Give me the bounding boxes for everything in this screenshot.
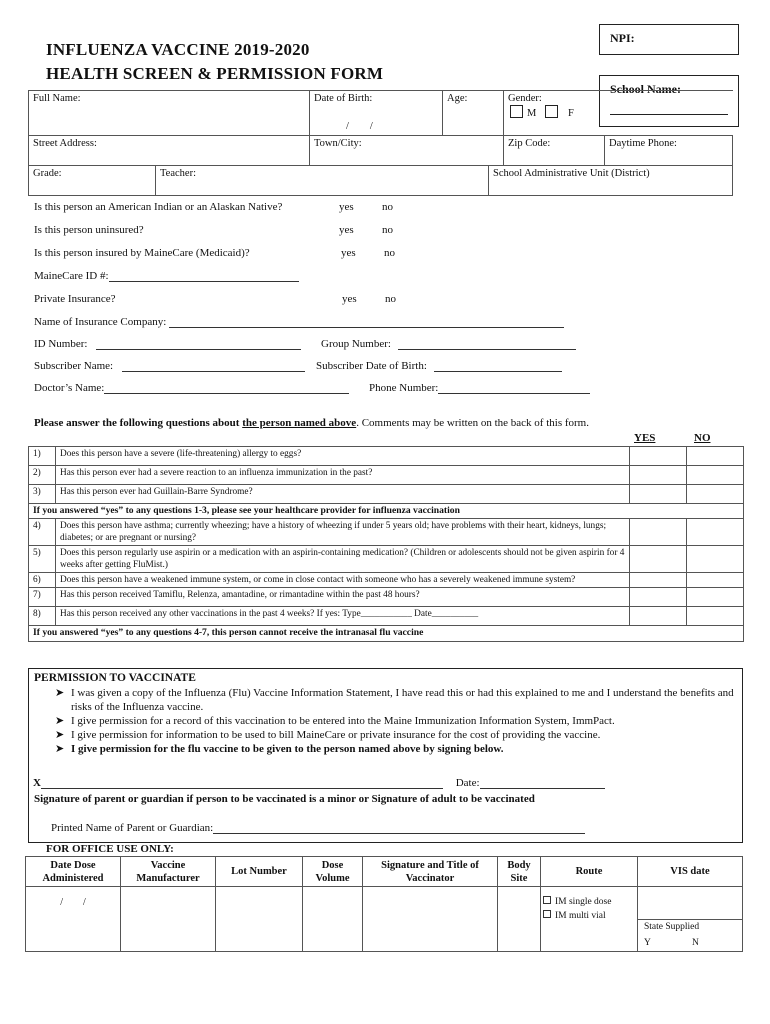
col-dose-volume: Dose Volume [303,857,363,887]
printed-name-label: Printed Name of Parent or Guardian: [51,822,214,834]
phone-label: Daytime Phone: [609,138,677,149]
question-row [29,546,744,573]
office-use-heading: FOR OFFICE USE ONLY: [46,843,174,855]
question-number: 4) [29,519,56,546]
question-text: Has this person ever had Guillain-Barre Syndrome? [56,485,630,504]
question-number: 2) [29,466,56,485]
arrow-bullet-icon: ➤ [55,715,65,727]
group-number-label: Group Number: [321,338,391,350]
col-body-site: Body Site [498,857,541,887]
mainecare-id-label: MaineCare ID #: [34,270,109,282]
note-questions-4-7: If you answered “yes” to any questions 4-7, this person cannot receive the intranasal flu vaccine [29,626,744,642]
gender-m-checkbox[interactable] [510,105,523,118]
american-indian-question: Is this person an American Indian or an Alaskan Native? [34,201,283,213]
answer-yes-cell[interactable] [630,573,687,588]
answer-yes-cell[interactable] [630,588,687,607]
intro-bold: Please answer the following questions about [34,417,240,429]
form-title-line1: INFLUENZA VACCINE 2019-2020 [46,40,310,59]
private-insurance-question: Private Insurance? [34,293,116,305]
question-row [29,485,744,504]
state-supplied-n[interactable]: N [692,938,699,948]
q2-yes[interactable]: yes [339,224,354,236]
note-questions-1-3: If you answered “yes” to any questions 1-3, please see your healthcare provider for influenza vaccination [29,504,744,519]
question-text: Does this person have a weakened immune system, or come in close contact with someone who has a severely weakened immune system? [56,573,630,588]
dob-slashes: / / [346,121,373,132]
bullet-3: I give permission for information to be used to bill MaineCare or private insurance for the cost of providing the vaccine. [71,729,601,741]
date-administered-cell[interactable] [26,887,121,952]
subscriber-dob-field[interactable] [434,360,562,372]
gender-m-label: M [527,108,537,119]
vis-date-blank[interactable] [638,887,742,919]
form-title-line2: HEALTH SCREEN & PERMISSION FORM [46,64,384,83]
bullet-1: I was given a copy of the Influenza (Flu) Vaccine Information Statement, I have read this or had this explained to me and I understand the benefits and risks of the Influenza vaccine. [71,687,734,713]
col-vis-date: VIS date [638,857,743,887]
q2-no[interactable]: no [382,224,393,236]
intro-rest: . Comments may be written on the back of this form. [356,417,589,429]
question-text: Does this person regularly use aspirin or a medication with an aspirin-containing medication? (Children or adolescents should not be given aspirin for 4 weeks after getting FluMist.) [56,546,630,573]
no-column-header: NO [694,432,711,444]
x-mark: X [33,777,41,789]
signature-date-field[interactable] [480,777,605,789]
manufacturer-cell[interactable] [121,887,216,952]
intro-underline: the person named above [242,417,357,429]
answer-no-cell[interactable] [687,447,744,466]
bullet-2: I give permission for a record of this vaccination to be entered into the Maine Immunization Information System, ImmPact. [71,715,615,727]
doctor-phone-field[interactable] [438,382,590,394]
dob-field[interactable] [310,91,443,136]
npi-label: NPI: [610,31,635,45]
col-lot-number: Lot Number [216,857,303,887]
id-number-label: ID Number: [34,338,88,350]
health-questions-table [28,446,744,642]
private-yes[interactable]: yes [342,293,357,305]
question-row [29,573,744,588]
teacher-label: Teacher: [160,168,196,179]
mainecare-question: Is this person insured by MaineCare (Medicaid)? [34,247,250,259]
route-single-label: IM single dose [555,897,612,907]
gender-f-label: F [567,108,574,119]
vis-date-cell[interactable] [638,887,743,952]
q3-no[interactable]: no [384,247,395,259]
yes-column-header: YES [634,432,656,444]
subscriber-name-field[interactable] [122,360,305,372]
street-label: Street Address: [33,138,97,149]
question-text: Does this person have a severe (life-threatening) allergy to eggs? [56,447,630,466]
dose-volume-cell[interactable] [303,887,363,952]
col-date-dose: Date Dose Administered [26,857,121,887]
insurance-company-field[interactable] [169,316,564,328]
permission-box [28,668,743,843]
answer-yes-cell[interactable] [630,546,687,573]
question-number: 8) [29,607,56,626]
question-number: 6) [29,573,56,588]
checkbox-icon [543,910,551,918]
sau-label: School Administrative Unit (District) [493,168,650,179]
question-number: 5) [29,546,56,573]
bullet-4-bold: I give permission for the flu vaccine to be given to the person named above by signing below. [71,743,504,755]
question-row [29,466,744,485]
gender-field [504,91,733,136]
checkbox-icon [543,896,551,904]
insurance-company-label: Name of Insurance Company: [34,316,167,328]
age-field[interactable] [443,91,504,136]
date-label: Date: [455,777,480,789]
info-grid [28,90,733,196]
col-route: Route [541,857,638,887]
grade-label: Grade: [33,168,62,179]
question-text: Has this person received any other vaccinations in the past 4 weeks? If yes: Type___________ Date__________ [56,607,630,626]
permission-heading: PERMISSION TO VACCINATE [34,672,196,684]
town-field[interactable] [310,136,504,166]
question-text: Has this person ever had a severe reaction to an influenza immunization in the past? [56,466,630,485]
phone-field[interactable] [605,136,733,166]
age-label: Age: [447,93,468,104]
full-name-field[interactable] [29,91,310,136]
question-number: 3) [29,485,56,504]
gender-f-checkbox[interactable] [545,105,558,118]
printed-name-field[interactable] [213,822,585,834]
route-multi-option[interactable] [543,909,635,923]
town-label: Town/City: [314,138,362,149]
teacher-field[interactable] [156,166,489,196]
zip-label: Zip Code: [508,138,551,149]
questions-intro [34,417,734,429]
signature-field[interactable] [41,777,443,789]
signature-caption: Signature of parent or guardian if person to be vaccinated is a minor or Signature of adult to be vaccinated [34,793,535,805]
subscriber-dob-label: Subscriber Date of Birth: [316,360,427,372]
answer-no-cell[interactable] [687,466,744,485]
question-row [29,519,744,546]
state-supplied-box [637,919,742,951]
signature-line-row [33,777,733,789]
arrow-bullet-icon: ➤ [55,729,65,741]
question-number: 1) [29,447,56,466]
subscriber-name-label: Subscriber Name: [34,360,114,372]
question-row [29,607,744,626]
q1-no[interactable]: no [382,201,393,213]
street-field[interactable] [29,136,310,166]
answer-no-cell[interactable] [687,485,744,504]
school-name-label: School Name: [610,82,681,96]
col-signature-title: Signature and Title of Vaccinator [363,857,498,887]
date-administered-slashes: / / [60,897,86,908]
answer-yes-cell[interactable] [630,607,687,626]
zip-field[interactable] [504,136,605,166]
arrow-bullet-icon: ➤ [55,743,65,755]
question-number: 7) [29,588,56,607]
printed-name-row [51,822,585,834]
question-row [29,447,744,466]
group-number-field[interactable] [398,338,576,350]
dob-label: Date of Birth: [314,93,373,104]
route-multi-label: IM multi vial [555,911,606,921]
arrow-bullet-icon: ➤ [55,687,65,699]
npi-box[interactable] [599,24,739,55]
question-row [29,588,744,607]
route-single-option[interactable] [543,895,635,909]
answer-yes-cell[interactable] [630,519,687,546]
doctor-name-label: Doctor’s Name: [34,382,105,394]
state-supplied-label: State Supplied [644,922,700,932]
answer-no-cell[interactable] [687,546,744,573]
q1-yes[interactable]: yes [339,201,354,213]
insurance-section [34,201,734,404]
answer-no-cell[interactable] [687,588,744,607]
answer-no-cell[interactable] [687,607,744,626]
question-text: Has this person received Tamiflu, Relenza, amantadine, or rimantadine within the past 48 hours? [56,588,630,607]
full-name-label: Full Name: [33,93,81,104]
question-text: Does this person have asthma; currently wheezing; have a history of wheezing if under 5 years old; have problems with their heart, kidneys, lungs; diabetes; or are pregnant or nursing? [56,519,630,546]
sau-field[interactable] [489,166,733,196]
col-manufacturer: Vaccine Manufacturer [121,857,216,887]
private-no[interactable]: no [385,293,396,305]
state-supplied-y[interactable]: Y [644,938,651,948]
vaccinator-signature-cell[interactable] [363,887,498,952]
id-number-field[interactable] [96,338,301,350]
gender-label: Gender: [508,93,542,104]
uninsured-question: Is this person uninsured? [34,224,144,236]
doctor-phone-label: Phone Number: [369,382,439,394]
permission-bullets [55,686,735,756]
answer-yes-cell[interactable] [630,485,687,504]
office-use-table [25,856,743,952]
q3-yes[interactable]: yes [341,247,356,259]
answer-no-cell[interactable] [687,573,744,588]
answer-no-cell[interactable] [687,519,744,546]
answer-yes-cell[interactable] [630,466,687,485]
route-cell [541,887,638,952]
lot-number-cell[interactable] [216,887,303,952]
body-site-cell[interactable] [498,887,541,952]
answer-yes-cell[interactable] [630,447,687,466]
doctor-name-field[interactable] [104,382,349,394]
grade-field[interactable] [29,166,156,196]
mainecare-id-field[interactable] [109,270,299,282]
